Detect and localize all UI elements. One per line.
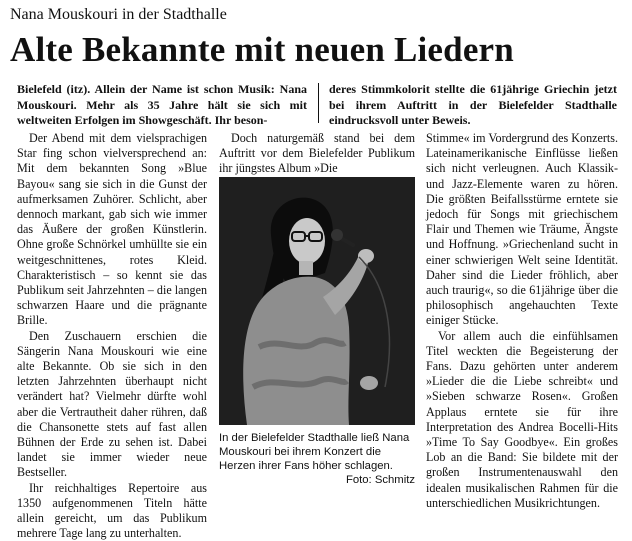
lead-paragraph-right: deres Stimmkolorit stellte die 61jährige Griechin jetzt bei ihrem Auftritt in der Bielefelder Stadthalle eindrucksvoll unter Beweis. [329, 82, 617, 127]
article-kicker: Nana Mouskouri in der Stadthalle [10, 6, 227, 23]
concert-photo [219, 177, 415, 425]
photo-caption [219, 431, 415, 487]
body-paragraph: Ihr reichhaltiges Repertoire aus 1350 aufgenommenen Titeln hätte allein gereicht, um das Publikum mehrere Tage lang zu unterhalten. [17, 480, 207, 541]
body-paragraph: Doch naturgemäß stand bei dem Auftritt vor dem Bielefelder Publikum ihr jüngstes Album »Die [219, 131, 415, 176]
body-column-middle [219, 131, 415, 177]
lead-paragraph-left: Bielefeld (itz). Allein der Name ist schon Musik: Nana Mouskouri. Mehr als 35 Jahre hält sie sich mit weltweiten Erfolgen im Showgeschäft. Ihr beson- [17, 82, 307, 127]
body-paragraph: Den Zuschauern erschien die Sängerin Nana Mouskouri wie eine alte Bekannte. Ob sie sich in den letzten Jahrzehnten überhaupt nicht verändert hat? Vielmehr dürfte wohl aber die Vertrautheit daher rühren, daß die Chansonette stets auf fast allen Bühnen der Erde zu sehen ist. Dabei landet sie immer wieder neue Bestseller. [17, 328, 207, 480]
singer-photo-illustration [219, 177, 415, 425]
lead-divider [318, 83, 319, 123]
body-paragraph: Vor allem auch die einfühlsamen Titel weckten die Begeisterung der Fans. Dazu gehörten unter anderem »Lieder die die Liebe schreibt« und »Sieben schwarze Rosen«. Großen Applaus erntete sie für ihre Interpretation des Andrea Bocelli-Hits »Time To Say Goodbye«. Ein großes Lob an die Band: Sie bildete mit der großen Instrumentenauswahl den idealen musikalischen Rahmen für die unterschiedlichen Musikrichtungen. [426, 328, 618, 510]
photo-credit: Foto: Schmitz [345, 474, 415, 486]
body-column-right [426, 131, 618, 511]
body-paragraph: Stimme« im Vordergrund des Konzerts. Lateinamerikanische Einflüsse ließen sich nicht verleugnen. Auch Klassik- und Jazz-Elemente waren zu hören. Die größten Beifallsstürme erntete sie jedoch für Songs mit griechischem Flair und Themen wie Träume, Ängste und Hoffnung. »Griechenland sucht in einer schwierigen Welt seine Identität. Daher sind die Lieder fröhlich, aber auch traurig«, so die 61jährige über die philosophisch angehauchten Texte einiger Stücke. [426, 131, 618, 328]
article-headline: Alte Bekannte mit neuen Liedern [10, 30, 514, 69]
body-column-left [17, 131, 207, 541]
body-paragraph: Der Abend mit dem vielsprachigen Star fing schon vielversprechend an: Mit dem bekannten Song »Blue Bayou« sang sie sich in die Gunst der aufmerksamen Zuhörer. Schlicht, aber dennoch markant, gab sich wie immer das Äußere der großen Künstlerin. Ohne große Schnörkel umhüllte sie ein weitgeschnittenes, rotes Kleid. Charakteristisch – so kennt sie das Publikum seit Jahrzehnten – die langen schwarzen Haare und die prägnante Brille. [17, 131, 207, 328]
caption-text: In der Bielefelder Stadthalle ließ Nana Mouskouri bei ihrem Konzert die Herzen ihrer Fans höher schlagen. [219, 432, 410, 472]
